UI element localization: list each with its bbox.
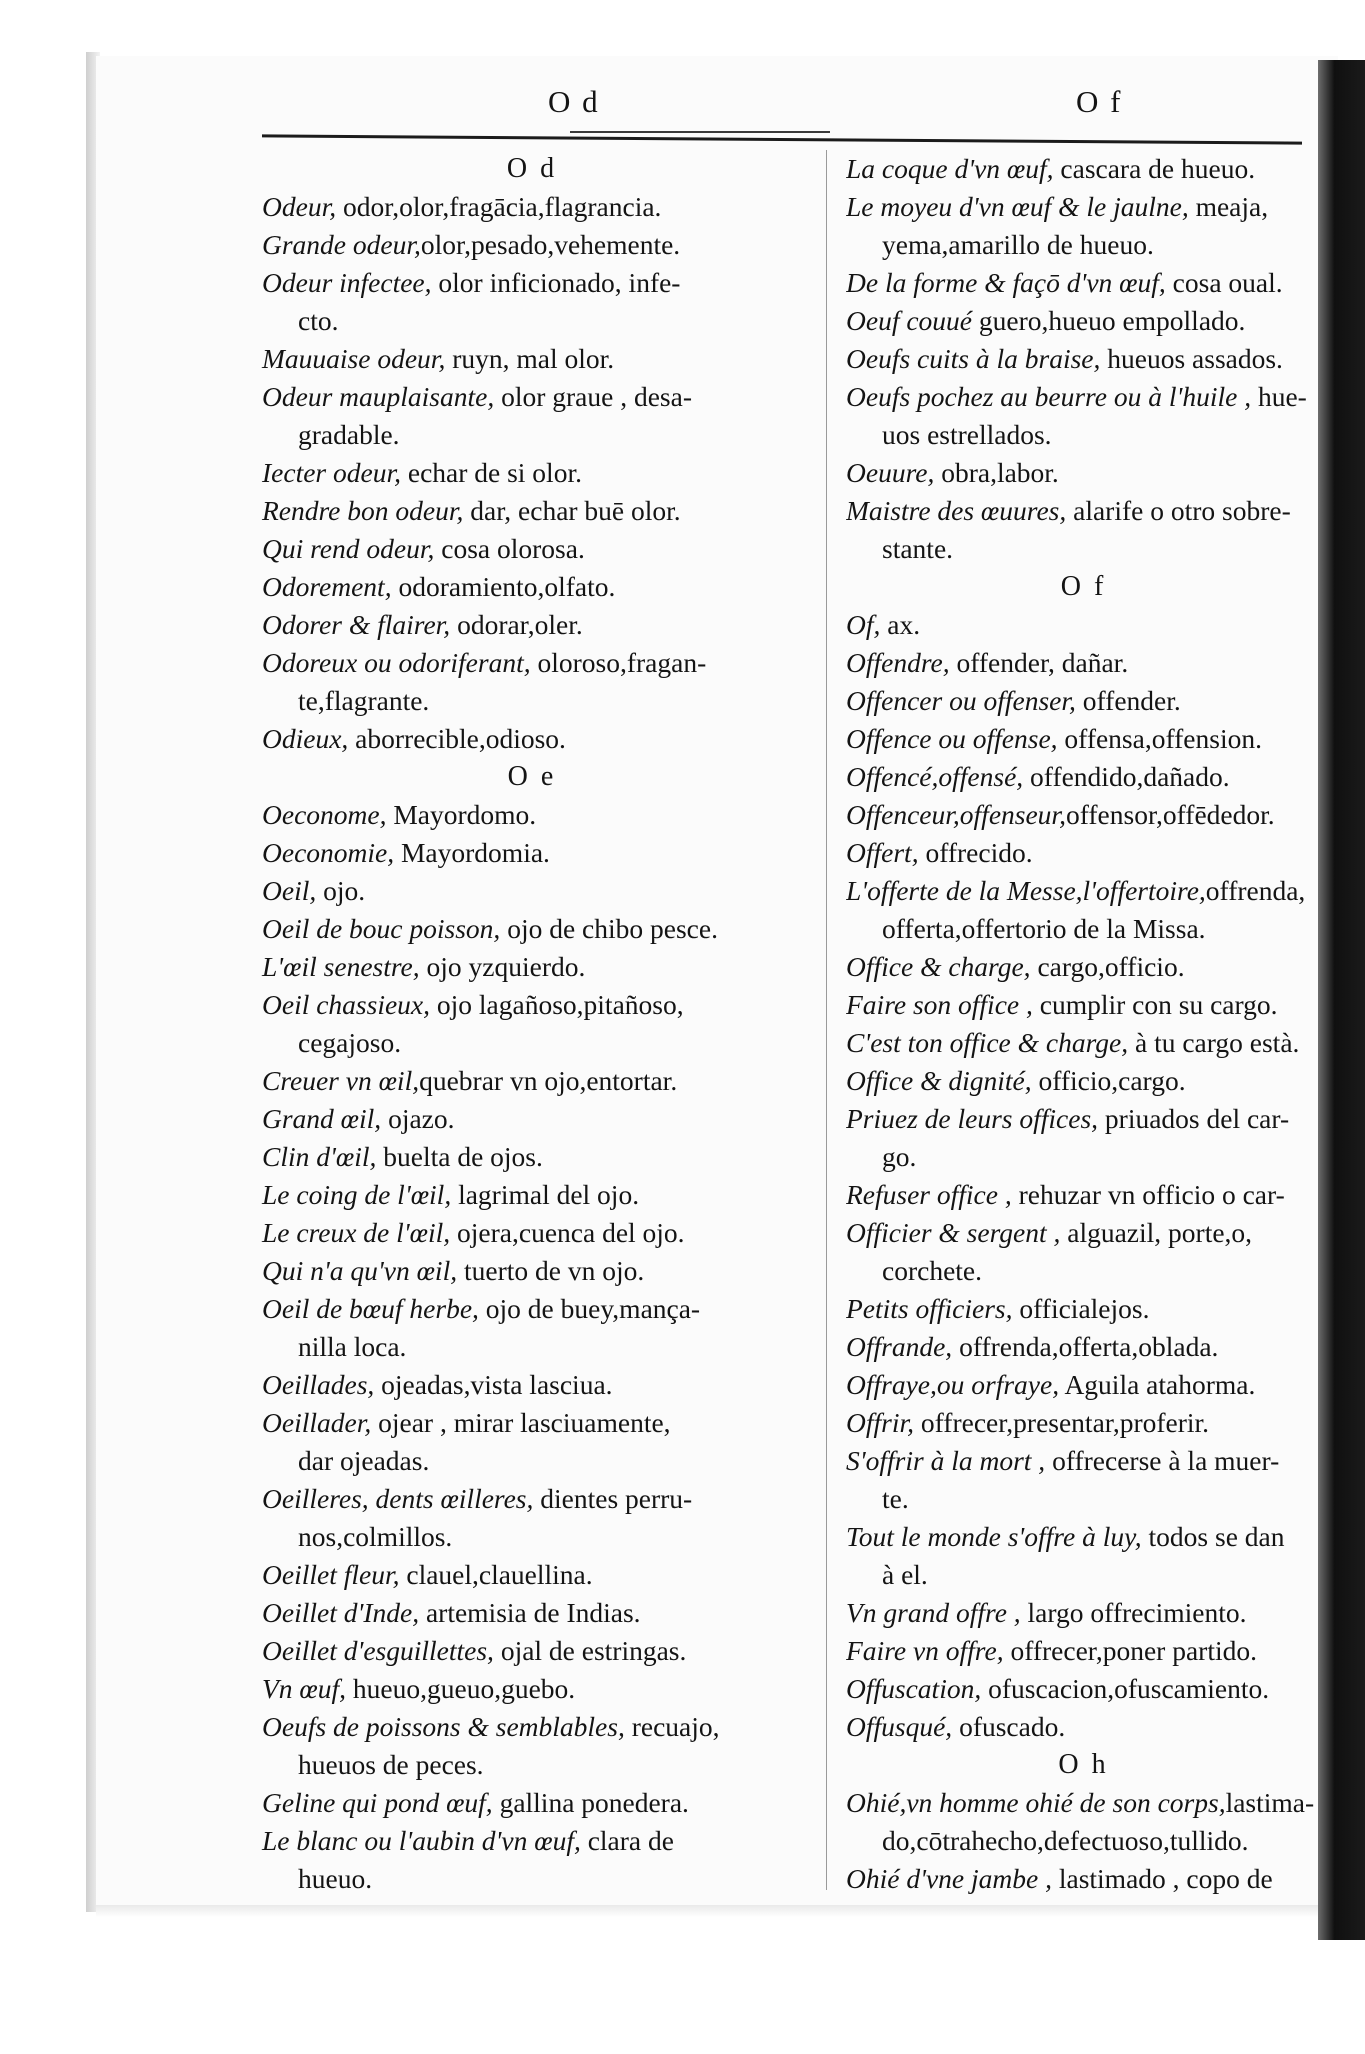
dictionary-entry [262,188,802,226]
dictionary-entry [262,1366,802,1404]
entry-headword: L'œil senestre, [262,951,420,982]
dictionary-entry [846,1366,1321,1404]
dictionary-entry [262,340,802,378]
dictionary-entry [262,378,802,416]
dictionary-entry [262,720,802,758]
dictionary-entry [846,720,1321,758]
dictionary-entry [846,1860,1321,1898]
entry-definition: priuados del car- [1098,1103,1290,1134]
entry-headword: Odeur mauplaisante, [262,381,495,412]
entry-headword: Mauuaise odeur, [262,343,446,374]
entry-headword: Offencé,offensé, [846,761,1024,792]
entry-headword: Refuser office , [846,1179,1012,1210]
entry-headword: Offence ou offense, [846,723,1058,754]
dictionary-entry [846,340,1321,378]
entry-continuation: te,flagrante. [298,685,430,716]
entry-headword: Faire son office , [846,989,1033,1020]
entry-headword: Maistre des œuures, [846,495,1067,526]
dictionary-entry [262,1252,802,1290]
entry-definition: hue- [1251,381,1307,412]
dictionary-entry [262,606,802,644]
entry-definition: olor inficionado, infe- [431,267,681,298]
dictionary-entry [846,986,1321,1024]
entry-definition: dientes perru- [533,1483,693,1514]
dictionary-entry [846,492,1321,530]
entry-definition: alguazil, porte,o, [1060,1217,1253,1248]
page-bottom-shadow [96,1905,1318,1917]
entry-headword: Oeil chassieux, [262,989,431,1020]
entry-definition: hueuos assados. [1100,343,1283,374]
entry-continuation: hueuos de peces. [298,1749,484,1780]
dictionary-entry [846,264,1321,302]
entry-continuation: nilla loca. [298,1331,407,1362]
entry-continuation: cto. [298,305,339,336]
entry-definition: offendido,dañado. [1023,761,1230,792]
entry-definition: à tu cargo està. [1128,1027,1300,1058]
dictionary-entry [262,1138,802,1176]
entry-headword: Grand œil, [262,1103,382,1134]
entry-definition: officialejos. [1012,1293,1150,1324]
entry-headword: Oeillader, [262,1407,372,1438]
entry-headword: Grande odeur, [262,229,421,260]
entry-headword: Odoreux ou odoriferant, [262,647,531,678]
dictionary-entry [846,834,1321,872]
entry-definition: dar, echar buē olor. [463,495,681,526]
entry-definition: ojazo. [381,1103,455,1134]
entry-headword: Clin d'œil, [262,1141,377,1172]
entry-headword: Creuer vn œil, [262,1065,420,1096]
entry-headword: Oeilleres, dents œilleres, [262,1483,534,1514]
dictionary-entry [846,1784,1321,1822]
entry-definition: buelta de ojos. [376,1141,543,1172]
dictionary-entry [262,1708,802,1746]
entry-definition: offensor,offēdedor. [1065,799,1275,830]
entry-headword: Oeufs de poissons & semblables, [262,1711,625,1742]
entry-definition: lagrimal del ojo. [451,1179,640,1210]
entry-definition: offensa,offension. [1057,723,1262,754]
entry-continuation: uos estrellados. [882,419,1052,450]
section-heading: O h [1058,1749,1109,1780]
dictionary-entry [846,188,1321,226]
left-column [262,150,802,1898]
entry-continuation: gradable. [298,419,400,450]
entry-definition: ojo. [316,875,366,906]
dictionary-entry [262,1480,802,1518]
dictionary-entry [262,872,802,910]
entry-definition: cascara de hueuo. [1053,153,1256,184]
entry-continuation: hueuo. [298,1863,373,1894]
entry-headword: Le blanc ou l'aubin d'vn œuf, [262,1825,581,1856]
entry-definition: guero,hueuo empollado. [972,305,1246,336]
entry-definition: clara de [580,1825,674,1856]
entry-headword: Oeil de bouc poisson, [262,913,501,944]
entry-definition: offrenda,offerta,oblada. [952,1331,1219,1362]
dictionary-entry [846,644,1321,682]
dictionary-entry [846,1290,1321,1328]
entry-headword: Oeillet d'Inde, [262,1597,420,1628]
entry-headword: Petits officiers, [846,1293,1013,1324]
entry-continuation: nos,colmillos. [298,1521,453,1552]
entry-headword: Oeuure, [846,457,935,488]
entry-definition: olor graue , desa- [494,381,692,412]
entry-headword: Offenceur,offenseur, [846,799,1066,830]
entry-continuation: corchete. [882,1255,982,1286]
entry-headword: Oeufs pochez au beurre ou à l'huile , [846,381,1252,412]
entry-definition: lastima- [1225,1787,1315,1818]
entry-definition: ojear , mirar lasciuamente, [371,1407,671,1438]
entry-headword: Tout le monde s'offre à luy, [846,1521,1142,1552]
dictionary-entry [846,1518,1321,1556]
dictionary-entry [262,492,802,530]
entry-headword: Odorement, [262,571,392,602]
entry-headword: Vn grand offre , [846,1597,1021,1628]
entry-definition: echar de si olor. [400,457,582,488]
entry-definition: ofuscacion,ofuscamiento. [981,1673,1270,1704]
entry-headword: Priuez de leurs offices, [846,1103,1099,1134]
entry-definition: ruyn, mal olor. [445,343,615,374]
entry-headword: C'est ton office & charge, [846,1027,1129,1058]
dictionary-entry [846,682,1321,720]
dictionary-entry [262,1670,802,1708]
entry-definition: odoramiento,olfato. [391,571,616,602]
dictionary-entry [846,1100,1321,1138]
entry-definition: cosa oual. [1165,267,1283,298]
running-head-left: O d [548,84,600,119]
entry-definition: cosa olorosa. [434,533,585,564]
entry-headword: Oeconomie, [262,837,395,868]
dictionary-entry [262,226,802,264]
entry-headword: Oeillet d'esguillettes, [262,1635,494,1666]
dictionary-entry [262,454,802,492]
head-rule-upper [570,131,830,133]
entry-definition: odorar,oler. [450,609,583,640]
entry-continuation: dar ojeadas. [298,1445,430,1476]
section-heading: O d [506,153,558,184]
entry-headword: Le coing de l'œil, [262,1179,452,1210]
entry-headword: Offrande, [846,1331,953,1362]
dictionary-entry [262,1784,802,1822]
entry-definition: odor,olor,fragācia,flagrancia. [336,191,662,222]
entry-definition: lastimado , copo de [1051,1863,1273,1894]
dictionary-entry [262,1100,802,1138]
entry-definition: Mayordomia. [394,837,550,868]
entry-definition: ojeadas,vista lasciua. [374,1369,613,1400]
entry-definition: hueuo,gueuo,guebo. [346,1673,576,1704]
entry-definition: offrenda, [1205,875,1306,906]
entry-headword: Oeillades, [262,1369,375,1400]
entry-definition: offrecerse à la muer- [1045,1445,1280,1476]
dictionary-entry [262,1594,802,1632]
running-head-right: O f [1076,84,1123,119]
entry-continuation: cegajoso. [298,1027,402,1058]
entry-definition: aborrecible,odioso. [348,723,566,754]
dictionary-entry [846,378,1321,416]
entry-definition: ofuscado. [952,1711,1066,1742]
dictionary-entry [262,264,802,302]
dictionary-entry [262,1404,802,1442]
dictionary-entry [262,948,802,986]
dictionary-entry [846,758,1321,796]
entry-headword: Oeillet fleur, [262,1559,400,1590]
entry-definition: cumplir con su cargo. [1032,989,1278,1020]
entry-headword: Le creux de l'œil, [262,1217,451,1248]
entry-continuation: go. [882,1141,917,1172]
entry-headword: Offencer ou offenser, [846,685,1076,716]
section-heading: O e [507,761,557,792]
dictionary-entry [262,1176,802,1214]
entry-definition: tuerto de vn ojo. [457,1255,645,1286]
dictionary-entry [846,1328,1321,1366]
entry-headword: Of, [846,609,881,640]
section-heading: O f [1060,571,1107,602]
entry-headword: Ohié,vn homme ohié de son corps, [846,1787,1226,1818]
entry-definition: clauel,clauellina. [399,1559,593,1590]
dictionary-entry [846,1024,1321,1062]
dictionary-entry [846,1442,1321,1480]
entry-definition: recuajo, [624,1711,720,1742]
entry-headword: S'offrir à la mort , [846,1445,1046,1476]
dictionary-entry [846,1708,1321,1746]
entry-headword: Odeur, [262,191,337,222]
entry-definition: cargo,officio. [1030,951,1185,982]
dictionary-entry [262,1822,802,1860]
entry-definition: artemisia de Indias. [419,1597,641,1628]
dictionary-entry [846,1214,1321,1252]
entry-continuation: te. [882,1483,909,1514]
entry-definition: alarife o otro sobre- [1066,495,1291,526]
entry-headword: Qui rend odeur, [262,533,435,564]
entry-continuation: à el. [882,1559,928,1590]
entry-definition: Aguila atahorma. [1059,1369,1256,1400]
entry-definition: meaja, [1188,191,1269,222]
book-gutter-edge [1318,60,1365,1940]
dictionary-entry [846,454,1321,492]
entry-definition: todos se dan [1141,1521,1285,1552]
dictionary-entry [262,910,802,948]
entry-definition: quebrar vn ojo,entortar. [419,1065,678,1096]
dictionary-entry [846,1632,1321,1670]
entry-definition: oloroso,fragan- [530,647,707,678]
entry-definition: ojo de buey,mança- [478,1293,701,1324]
entry-definition: ojo yzquierdo. [419,951,586,982]
entry-definition: ax. [880,609,921,640]
entry-headword: Faire vn offre, [846,1635,1004,1666]
dictionary-entry [846,606,1321,644]
entry-continuation: yema,amarillo de hueuo. [882,229,1154,260]
dictionary-entry [846,1062,1321,1100]
entry-definition: olor,pesado,vehemente. [420,229,681,260]
dictionary-entry [846,1404,1321,1442]
right-column [846,150,1321,1898]
dictionary-entry [846,150,1321,188]
dictionary-entry [846,948,1321,986]
entry-headword: Offert, [846,837,919,868]
entry-headword: Office & charge, [846,951,1031,982]
entry-headword: Officier & sergent , [846,1217,1061,1248]
entry-headword: Oeuf couué [846,305,972,336]
dictionary-entry [262,530,802,568]
entry-headword: Iecter odeur, [262,457,401,488]
entry-definition: ojo lagañoso,pitañoso, [430,989,684,1020]
entry-definition: ojo de chibo pesce. [500,913,718,944]
entry-definition: offrecido. [918,837,1033,868]
entry-headword: Offendre, [846,647,950,678]
entry-headword: Qui n'a qu'vn œil, [262,1255,458,1286]
entry-headword: Geline qui pond œuf, [262,1787,493,1818]
entry-continuation: do,cōtrahecho,defectuoso,tullido. [882,1825,1249,1856]
entry-headword: Vn œuf, [262,1673,347,1704]
entry-headword: Le moyeu d'vn œuf & le jaulne, [846,191,1189,222]
entry-definition: Mayordomo. [386,799,537,830]
entry-headword: Oeil, [262,875,317,906]
entry-definition: offrecer,presentar,proferir. [914,1407,1210,1438]
entry-headword: Odorer & flairer, [262,609,451,640]
entry-headword: Oeconome, [262,799,387,830]
dictionary-entry [262,644,802,682]
entry-definition: largo offrecimiento. [1020,1597,1247,1628]
entry-headword: Offrir, [846,1407,915,1438]
entry-headword: Ohié d'vne jambe , [846,1863,1052,1894]
dictionary-entry [846,302,1321,340]
entry-definition: ojal de estringas. [493,1635,687,1666]
dictionary-entry [846,1176,1321,1214]
entry-headword: Odeur infectee, [262,267,432,298]
dictionary-entry [262,568,802,606]
entry-definition: offender. [1075,685,1181,716]
entry-continuation: offerta,offertorio de la Missa. [882,913,1206,944]
entry-definition: ojera,cuenca del ojo. [450,1217,685,1248]
dictionary-entry [262,834,802,872]
entry-headword: L'offerte de la Messe,l'offertoire, [846,875,1206,906]
dictionary-entry [846,796,1321,834]
dictionary-entry [262,986,802,1024]
dictionary-entry [262,1290,802,1328]
dictionary-entry [262,1556,802,1594]
dictionary-entry [262,796,802,834]
entry-definition: officio,cargo. [1031,1065,1186,1096]
dictionary-entry [262,1062,802,1100]
entry-headword: Offuscation, [846,1673,982,1704]
dictionary-entry [846,1594,1321,1632]
entry-definition: gallina ponedera. [492,1787,689,1818]
entry-definition: offrecer,poner partido. [1003,1635,1257,1666]
entry-definition: offender, dañar. [949,647,1129,678]
entry-headword: Oeil de bœuf herbe, [262,1293,479,1324]
column-divider [826,150,827,1890]
entry-definition: rehuzar vn officio o car- [1011,1179,1285,1210]
entry-headword: Offraye,ou orfraye, [846,1369,1060,1400]
entry-headword: Offusqué, [846,1711,953,1742]
dictionary-entry [262,1214,802,1252]
entry-headword: La coque d'vn œuf, [846,153,1054,184]
entry-headword: Oeufs cuits à la braise, [846,343,1101,374]
entry-continuation: stante. [882,533,954,564]
entry-headword: Rendre bon odeur, [262,495,464,526]
dictionary-entry [846,872,1321,910]
dictionary-entry [262,1632,802,1670]
entry-headword: Office & dignité, [846,1065,1032,1096]
entry-headword: Odieux, [262,723,349,754]
dictionary-entry [846,1670,1321,1708]
entry-definition: obra,labor. [934,457,1059,488]
entry-headword: De la forme & façō d'vn œuf, [846,267,1166,298]
